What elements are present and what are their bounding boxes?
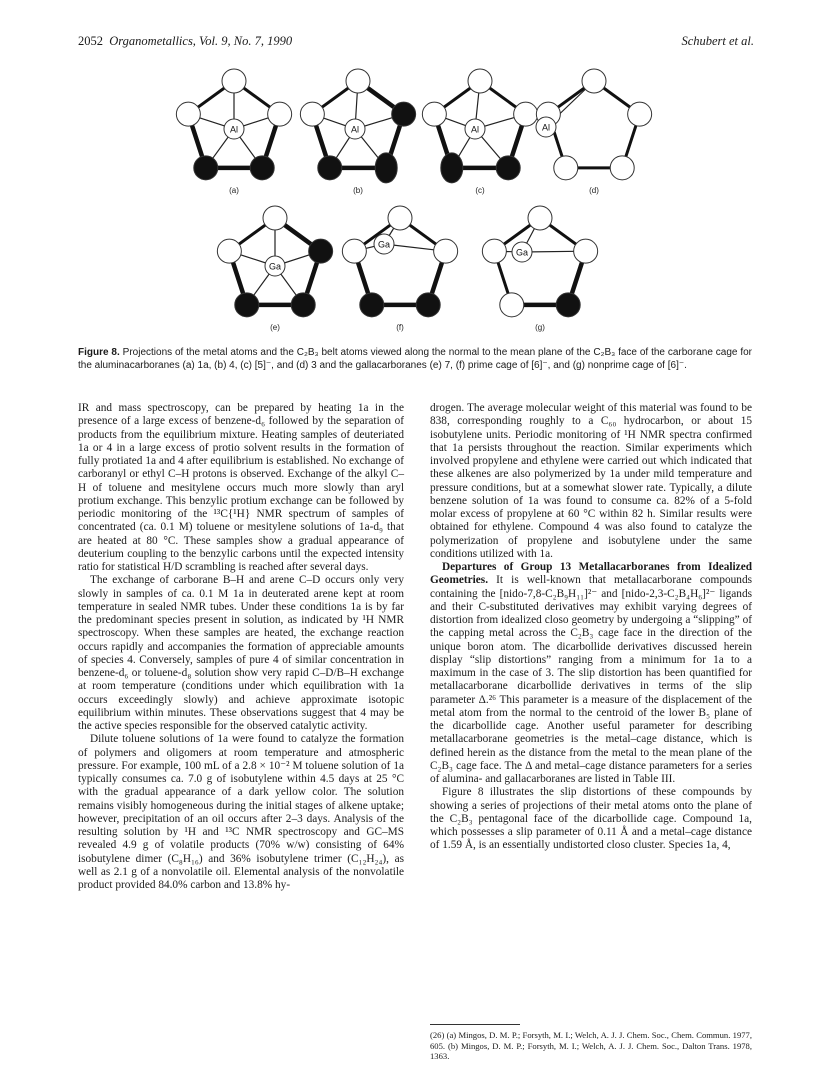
boron-atom [500,293,524,317]
figure-panel [482,206,597,332]
carbon-atom [194,156,218,180]
figure-panel [422,69,537,195]
left-column [78,402,404,892]
section-heading: Departures of Group 13 Metallacarboranes from Idealized Geometries. [430,561,752,587]
right-column [430,402,752,853]
figure-caption [78,347,752,372]
panel-label: (b) [353,186,363,195]
boron-atom [434,239,458,263]
boron-atom [217,239,241,263]
section-text: It is well-known that metallacarborane compounds containing the [nido-7,8-C₂B₉H₁₁]²⁻ and [nido-2,3-C₂B₄H₆]²⁻ ligands and their C-substituted derivatives may exhibit varying degrees of distortion from idealized closo geometry by undergoing a “slipping” of the capping metal across the C₂B₃ cage face in the direction of the unique boron atom. The dicarbollide derivatives discussed herein display “slip distortions” ranging from a minimum for 1a to a maximum in the case of 3. The slip distortion has been quantified for metallacarborane dicarbollide derivatives in terms of the slip parameter Δ.²⁶ This parameter is a measure of the displacement of the metal atom from the normal to the centroid of the lower B₅ plane of the dicarbollide cage. Another useful parameter for describing metallacarborane geometries is the metal–cage distance, which is defined herein as the distance from the metal to the mean plane of the C₂B₃ cage face. The Δ and metal–cage distance parameters for a series of alumina- and gallacarboranes are listed in Table III. [430,574,752,785]
paragraph: The exchange of carborane B–H and arene C–D occurs only very slowly in samples of ca. 0.1 M 1a in deuterated arene kept at room temperature in sealed NMR tubes. Under these conditions 1a is by far the predominant species present in solution, as indicated by ¹H NMR spectroscopy. When these samples are heated, the exchange reaction occurs rapidly and accompanies the formation of appreciable amounts of species 4. Conversely, samples of pure 4 of similar concentration in benzene-d₆ or toluene-d₈ solution show very rapid C–D/B–H exchange at room temperature (conditions under which equilibration with 1a occurs exceedingly slowly) and achieve approximate isotopic equilibrium within minutes. These observations suggest that 4 may be the active species responsible for the observed catalytic activity. [78,574,404,732]
boron-atom [482,239,506,263]
metal-atom-label: Al [470,124,480,135]
carbon-atom [235,293,259,317]
carbon-atom [496,156,520,180]
figure-panel [536,69,652,195]
carbon-atom [375,153,397,183]
metal-atom-label: Al [350,124,360,135]
carbon-atom [416,293,440,317]
paragraph: IR and mass spectroscopy, can be prepared by heating 1a in the presence of a large excess of benzene-d₆ followed by the separation of products from the equilibrium mixture. Heating samples of deuteriated 1a or 4 in a large excess of protio solvent results in the formation of fully protiated 1a and 4 after equilibrium is established. No exchange of carboranyl or ethyl C–H protons is observed. Exchange of the alkyl C–H of toluene and mesitylene occurs much more slowly than aryl protium exchange. This benzylic protium exchange can be followed by periodic monitoring of the ¹³C{¹H} NMR spectrum of samples of concentrated (ca. 0.1 M) toluene or mesitylene solutions of 1a-d₉ that are heated at 80 °C. These samples show a gradual appearance of deuterium coupling to the benzylic carbons until the expected intensity ratio for statistical H/D scrambling is reached after several days. [78,402,404,573]
page-header [78,34,754,52]
boron-atom [268,102,292,126]
figure-panel [342,206,457,332]
boron-atom [388,206,412,230]
boron-atom [628,102,652,126]
caption-label: Figure 8. [78,347,120,358]
boron-atom [514,102,538,126]
boron-atom [468,69,492,93]
carbon-atom [318,156,342,180]
panel-label: (f) [396,323,404,332]
panel-label: (d) [589,186,599,195]
boron-atom [263,206,287,230]
paragraph: drogen. The average molecular weight of this material was found to be 838, corresponding roughly to a C₆₀ hydrocarbon, or about 15 isobutylene units. Periodic monitoring of ¹H NMR spectra confirmed that 1a persists throughout the reaction. Similar experiments which involved propylene and ethylene were carried out which indicated that these alkenes are also polymerized by 1a under mild temperature and pressure conditions, but at a somewhat slower rate. Typically, a dilute benzene solution of 1a was found to consume ca. 82% of a 5-fold molar excess of propylene at 60 °C within 82 h. Similar results were obtained for ethylene. Compound 4 was also found to catalyze the polymerization of propylene and isobutylene under the same conditions utilized with 1a. [430,402,752,560]
boron-atom [582,69,606,93]
figure-panel [217,206,332,332]
journal-citation: Organometallics, Vol. 9, No. 7, 1990 [109,34,293,48]
figure-8-drawing [150,54,750,344]
metal-atom-label: Ga [377,239,391,250]
author-running-head: Schubert et al. [681,34,754,48]
boron-atom [176,102,200,126]
boron-atom [528,206,552,230]
boron-atom [342,239,366,263]
boron-atom [574,239,598,263]
boron-atom [422,102,446,126]
page-number: 2052 [78,34,103,48]
panel-label: (a) [229,186,239,195]
carbon-atom [291,293,315,317]
panel-label: (c) [475,186,485,195]
figure-8 [150,54,750,344]
carbon-atom [556,293,580,317]
section-paragraph [430,561,752,786]
metal-atom-label: Ga [515,247,529,258]
paragraph: Dilute toluene solutions of 1a were found to catalyze the formation of polymers and oligomers at room temperature and atmospheric pressure. For example, 100 mL of a 2.8 × 10⁻² M toluene solution of 1a typically consumes ca. 7.0 g of isobutylene within 4.5 days at 25 °C with the gradual appearance of a dark yellow color. The solution remains visibly homogeneous during the initial stages of alkene uptake; however, precipitation of an oil occurs after 2–3 days. Analysis of the resulting solution by ¹H and ¹³C NMR spectroscopy and GC–MS revealed 4.9 g of volatile products (70% w/w) consisting of 64% isobutylene dimer (C₈H₁₆) and 36% isobutylene trimer (C₁₂H₂₄), as well as 2.1 g of a nonvolatile oil. Elemental analysis of the nonvolatile product provided 84.0% carbon and 13.8% hy- [78,733,404,891]
caption-text: Projections of the metal atoms and the C₂B₃ belt atoms viewed along the normal to the mean plane of the C₂B₃ face of the carborane cage for the aluminacarboranes (a) 1a, (b) 4, (c) [5]⁻, and (d) 3 and the gallacarboranes (e) 7, (f) prime cage of [6]⁻, and (g) nonprime cage of [6]⁻. [78,347,752,371]
carbon-atom [360,293,384,317]
figure-panel [300,69,415,195]
panel-label: (g) [535,323,545,332]
metal-atom-label: Ga [268,261,282,272]
panel-label: (e) [270,323,280,332]
boron-atom [346,69,370,93]
carbon-atom [441,153,463,183]
boron-atom [222,69,246,93]
boron-atom [610,156,634,180]
carbon-atom [250,156,274,180]
footnote: (26) (a) Mingos, D. M. P.; Forsyth, M. I.; Welch, A. J. J. Chem. Soc., Chem. Commun. 1977, 605. (b) Mingos, D. M. P.; Forsyth, M. I.; Welch, A. J. J. Chem. Soc., Dalton Trans. 1978, 1363. [430,1030,752,1061]
metal-atom-label: Al [541,122,551,133]
carbon-atom [392,102,416,126]
figure-panel [176,69,291,195]
footnote-rule [430,1024,520,1025]
carbon-atom [309,239,333,263]
boron-atom [300,102,324,126]
metal-atom-label: Al [229,124,239,135]
paragraph: Figure 8 illustrates the slip distortions of these compounds by showing a series of projections of their metal atoms onto the plane of the C₂B₃ pentagonal face of the dicarbollide cage. Compound 1a, which possesses a slip parameter of 0.11 Å and a metal–cage distance of 1.59 Å, is an essentially undistorted closo cluster. Species 1a, 4, [430,786,752,852]
boron-atom [554,156,578,180]
